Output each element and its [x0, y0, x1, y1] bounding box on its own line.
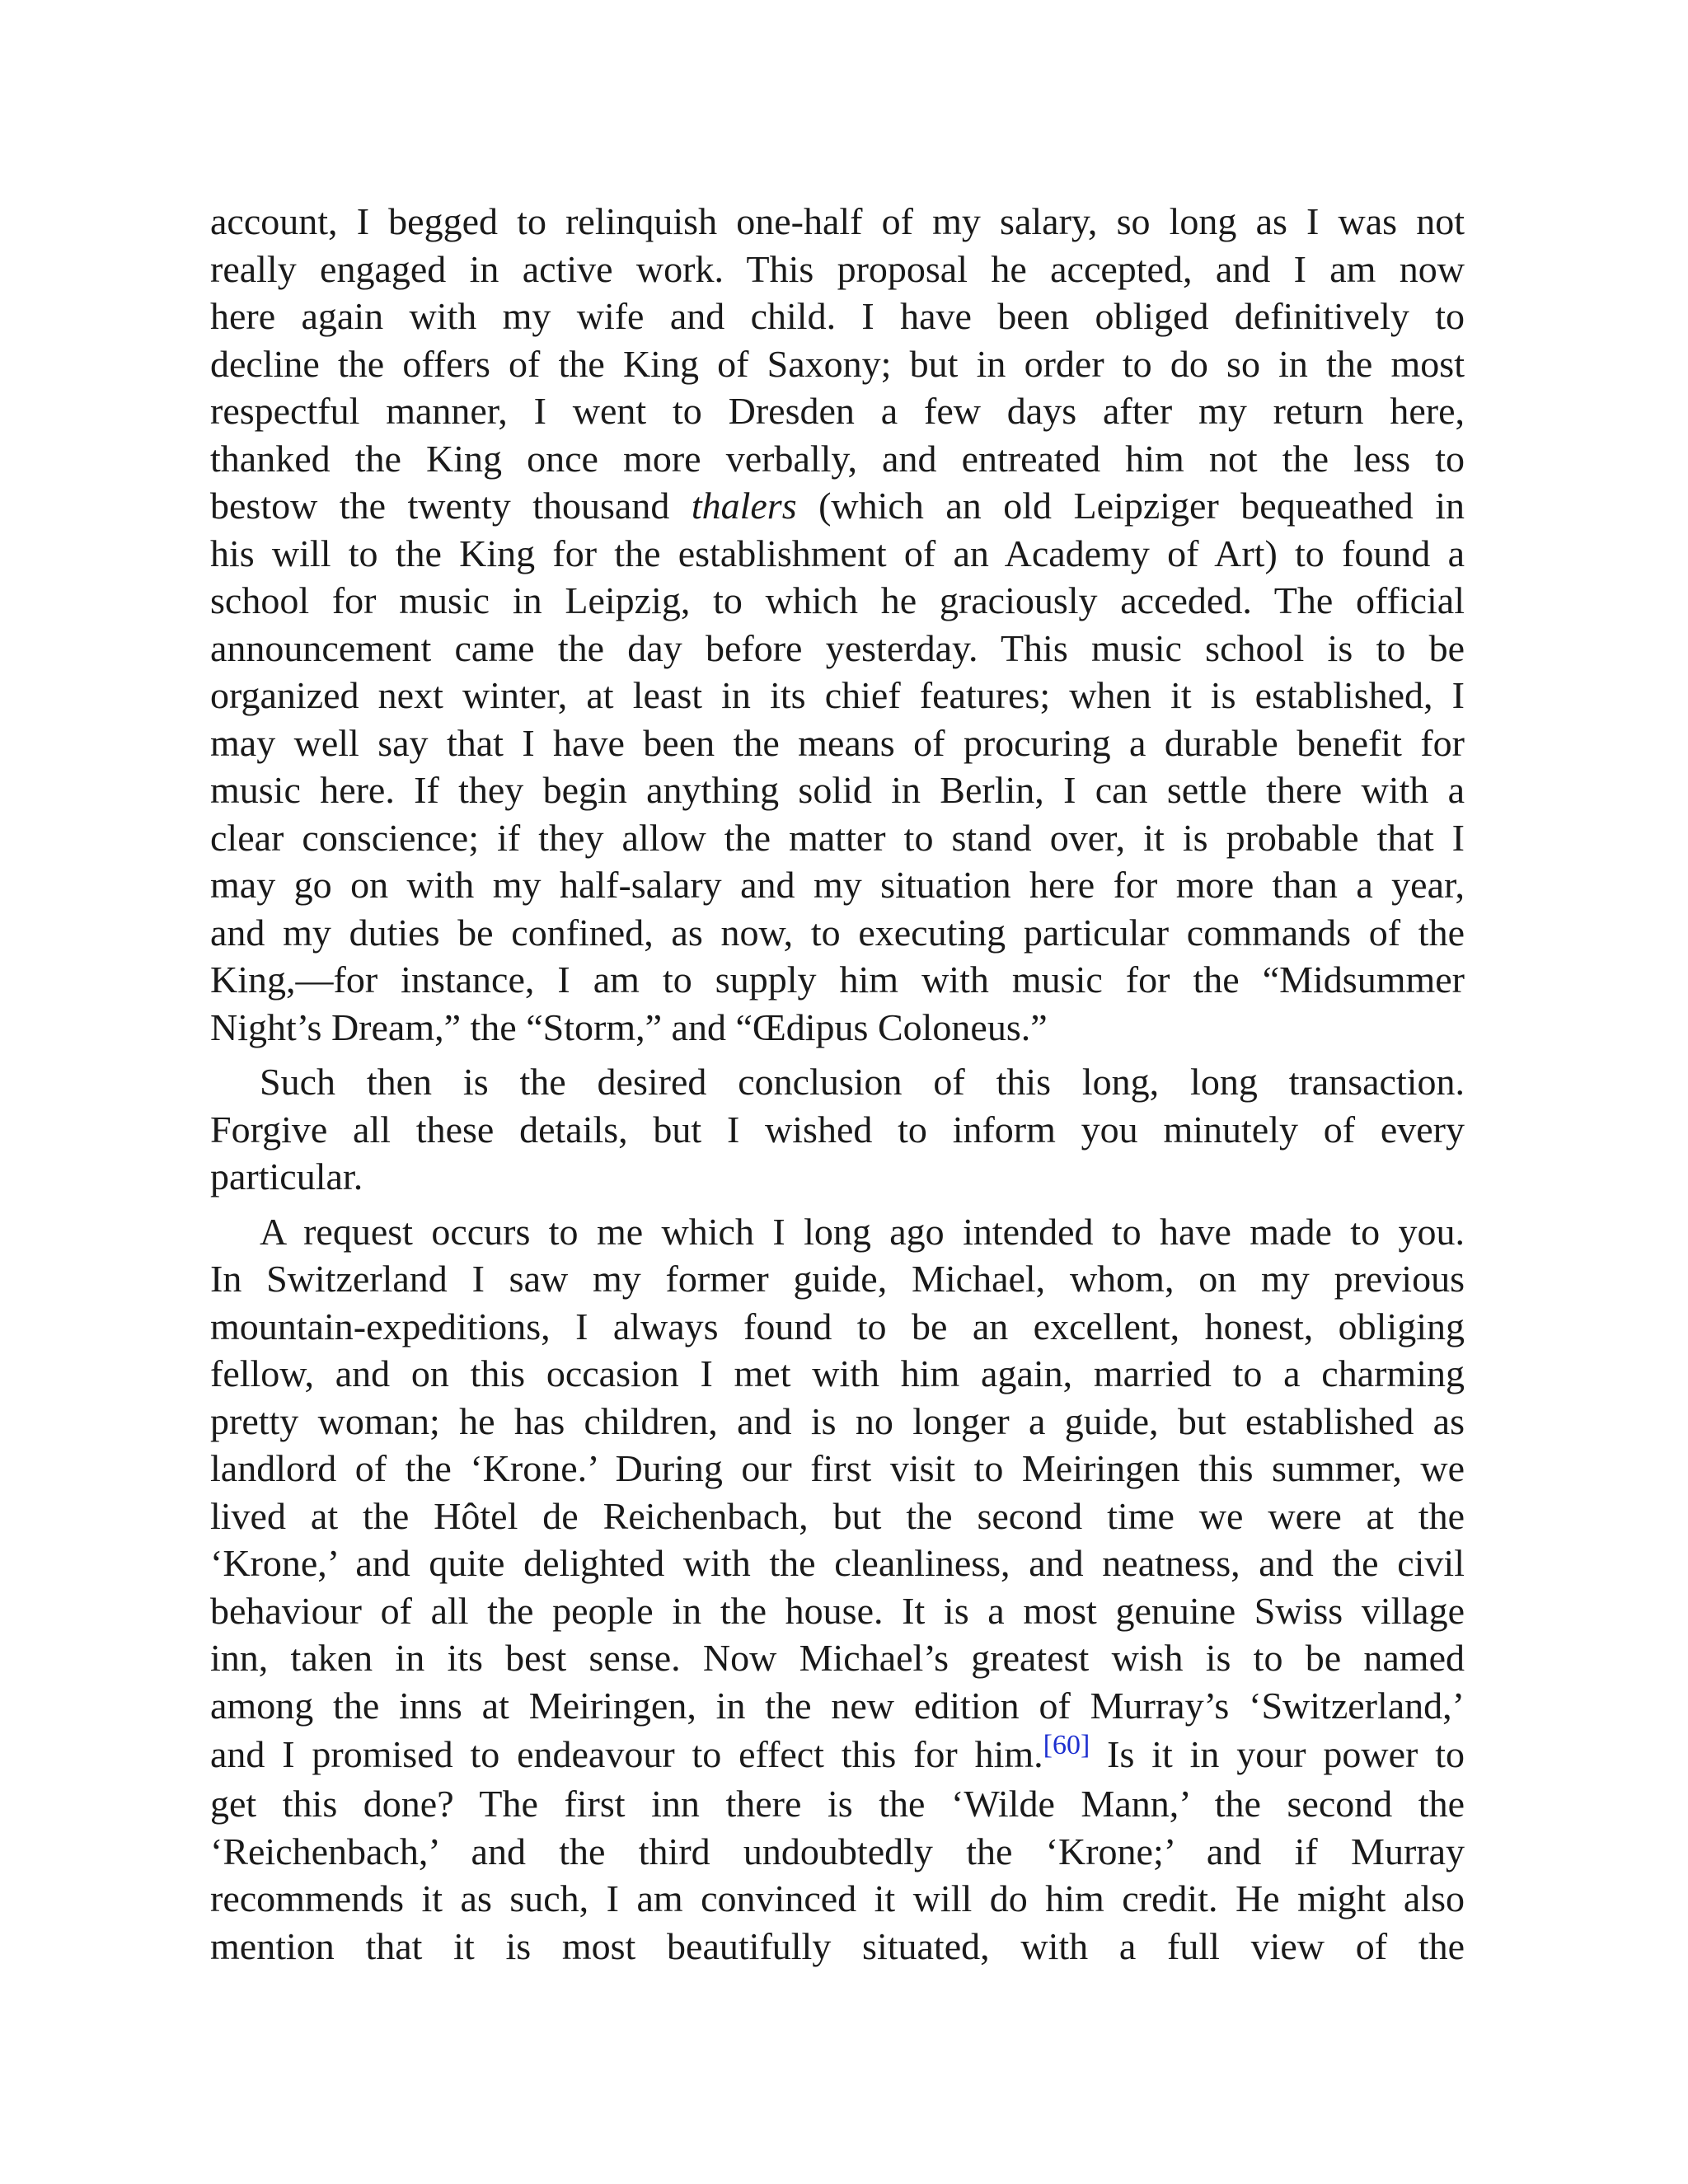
text-line: decline the offers of the King of Saxony; but in order to do so in the most — [210, 342, 1465, 385]
text-line: lived at the Hôtel de Reichenbach, but the second time we were at the — [210, 1494, 1465, 1537]
text-line: music here. If they begin anything solid in Berlin, I can settle there with a — [210, 769, 1465, 811]
text-line: Forgive all these details, but I wished to inform you minutely of every — [210, 1108, 1465, 1151]
text-line: and my duties be confined, as now, to executing particular commands of the — [210, 911, 1465, 954]
text-segment: (which an old Leipziger bequeathed in — [796, 485, 1465, 527]
text-line: fellow, and on this occasion I met with him again, married to a charming — [210, 1352, 1465, 1394]
text-line: A request occurs to me which I long ago intended to have made to you. — [260, 1210, 1465, 1253]
text-line — [210, 482, 1465, 530]
text-segment: and I promised to endeavour to effect this for him. — [210, 1733, 1043, 1775]
text-segment: Is it in your power to — [1090, 1733, 1465, 1775]
paragraph — [210, 198, 1465, 1051]
text-line: pretty woman; he has children, and is no longer a guide, but established as — [210, 1399, 1465, 1442]
text-line: mention that it is most beautifully situated, with a full view of the — [210, 1924, 1465, 1967]
text-line: among the inns at Meiringen, in the new edition of Murray’s ‘Switzerland,’ — [210, 1684, 1465, 1727]
text-line: Night’s Dream,” the “Storm,” and “Œdipus Coloneus.” — [210, 1005, 1048, 1048]
text-line: In Switzerland I saw my former guide, Michael, whom, on my previous — [210, 1258, 1465, 1300]
text-line: mountain-expeditions, I always found to be an excellent, honest, obliging — [210, 1305, 1465, 1347]
text-line: really engaged in active work. This proposal he accepted, and I am now — [210, 247, 1465, 290]
text-line: ‘Krone,’ and quite delighted with the cleanliness, and neatness, and the civil — [210, 1542, 1465, 1584]
text-line: King,—for instance, I am to supply him with music for the “Midsummer — [210, 958, 1465, 1001]
italic-word: thalers — [691, 485, 797, 527]
text-line: clear conscience; if they allow the matter to stand over, it is probable that I — [210, 816, 1465, 859]
text-line: Such then is the desired conclusion of this long, long transaction. — [260, 1061, 1465, 1103]
text-line: announcement came the day before yesterday. This music school is to be — [210, 626, 1465, 669]
text-line — [210, 1729, 1465, 1780]
text-segment: bestow the twenty thousand — [210, 485, 692, 527]
text-line: account, I begged to relinquish one-half of my salary, so long as I was not — [210, 200, 1465, 242]
text-line: respectful manner, I went to Dresden a few days after my return here, — [210, 390, 1465, 432]
text-line: here again with my wife and child. I have been obliged definitively to — [210, 295, 1465, 337]
text-line: his will to the King for the establishment of an Academy of Art) to found a — [210, 532, 1465, 574]
text-line: behaviour of all the people in the house. It is a most genuine Swiss village — [210, 1589, 1465, 1632]
document-page — [210, 198, 1465, 1977]
paragraph — [210, 1058, 1465, 1201]
text-line: get this done? The first inn there is the ‘Wilde Mann,’ the second the — [210, 1783, 1465, 1825]
text-line: landlord of the ‘Krone.’ During our first visit to Meiringen this summer, we — [210, 1447, 1465, 1489]
paragraph — [210, 1208, 1465, 1971]
text-line: school for music in Leipzig, to which he graciously acceded. The official — [210, 579, 1465, 621]
text-line: organized next winter, at least in its chief features; when it is established, I — [210, 674, 1465, 716]
text-line: may well say that I have been the means of procuring a durable benefit for — [210, 721, 1465, 764]
text-line: recommends it as such, I am convinced it will do him credit. He might also — [210, 1877, 1465, 1919]
text-line: particular. — [210, 1155, 363, 1197]
text-line: thanked the King once more verbally, and entreated him not the less to — [210, 437, 1465, 480]
footnote-link[interactable]: [60] — [1043, 1730, 1090, 1760]
text-line: may go on with my half-salary and my situation here for more than a year, — [210, 864, 1465, 906]
text-line: ‘Reichenbach,’ and the third undoubtedly the ‘Krone;’ and if Murray — [210, 1830, 1465, 1872]
text-line: inn, taken in its best sense. Now Michael’s greatest wish is to be named — [210, 1637, 1465, 1679]
